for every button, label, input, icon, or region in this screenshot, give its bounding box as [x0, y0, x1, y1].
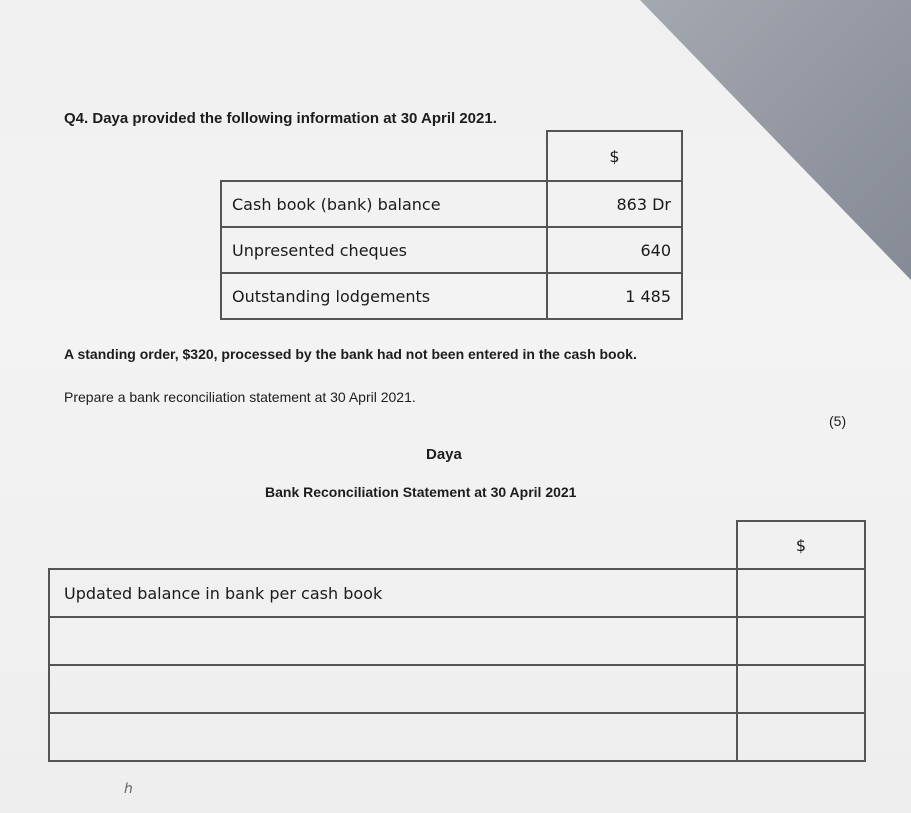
recon-row-value-cell[interactable] — [737, 713, 865, 761]
pen-mark: ℎ — [124, 780, 133, 796]
question-heading — [64, 110, 497, 127]
recon-row-label: Updated balance in bank per cash book — [49, 569, 737, 617]
info-row — [221, 181, 682, 227]
info-row-label: Cash book (bank) balance — [221, 181, 547, 227]
info-row-value: 640 — [547, 227, 682, 273]
info-header-blank — [221, 131, 547, 181]
company-name: Daya — [426, 446, 462, 463]
info-row-label: Unpresented cheques — [221, 227, 547, 273]
info-row — [221, 227, 682, 273]
info-row-value: 1 485 — [547, 273, 682, 319]
recon-row — [49, 665, 865, 713]
recon-currency-header: $ — [737, 521, 865, 569]
recon-row-value-cell[interactable] — [737, 665, 865, 713]
statement-title: Bank Reconciliation Statement at 30 April 2021 — [265, 484, 577, 500]
recon-row — [49, 569, 865, 617]
question-intro: Daya provided the following information at 30 April 2021. — [92, 110, 497, 127]
recon-row-value-cell[interactable] — [737, 617, 865, 665]
instruction-text: Prepare a bank reconciliation statement at 30 April 2021. — [64, 389, 416, 405]
recon-row — [49, 713, 865, 761]
recon-row — [49, 617, 865, 665]
question-number: Q4. — [64, 110, 89, 127]
reconciliation-table — [48, 520, 866, 762]
info-row — [221, 273, 682, 319]
info-header-row — [221, 131, 682, 181]
recon-row-label-cell[interactable] — [49, 665, 737, 713]
recon-row-label-cell[interactable] — [49, 617, 737, 665]
information-table — [220, 130, 683, 320]
standing-order-text: A standing order, $320, processed by the bank had not been entered in the cash book. — [64, 346, 637, 362]
recon-header-blank — [49, 521, 737, 569]
recon-row-label-cell[interactable] — [49, 713, 737, 761]
info-row-label: Outstanding lodgements — [221, 273, 547, 319]
marks-label: (5) — [829, 413, 847, 429]
recon-header-row — [49, 521, 865, 569]
recon-row-value-cell[interactable] — [737, 569, 865, 617]
info-row-value: 863 Dr — [547, 181, 682, 227]
info-currency-header: $ — [547, 131, 682, 181]
